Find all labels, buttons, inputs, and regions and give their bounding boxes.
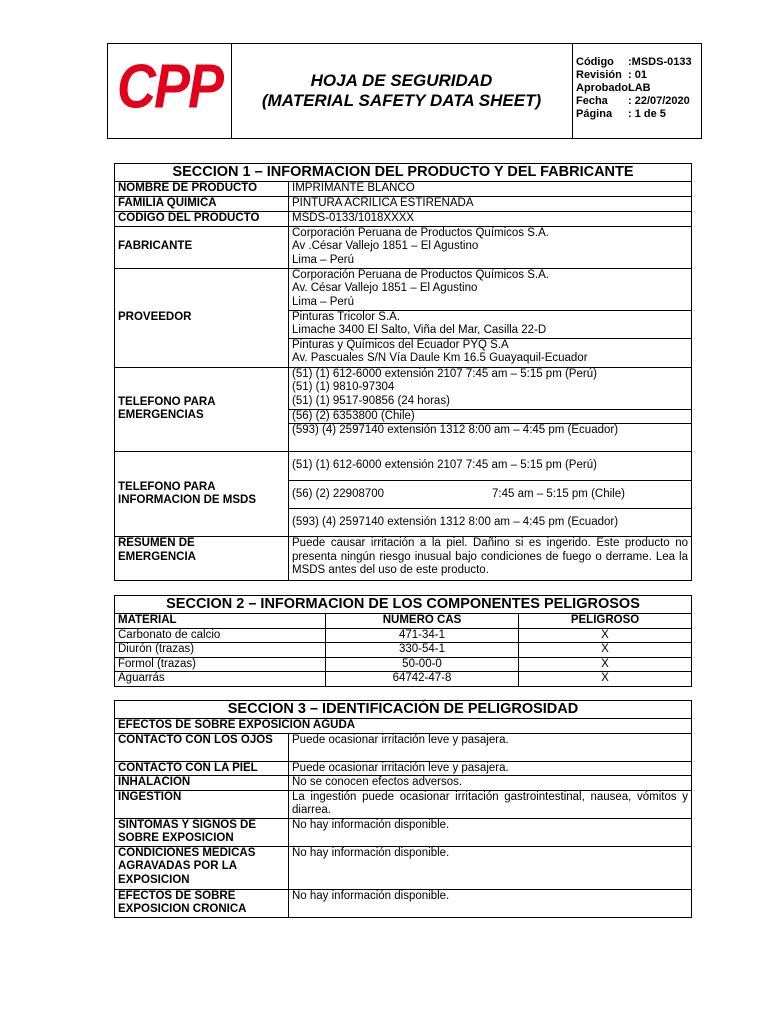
- meta-aprobado: Aprobado:LAB: [576, 82, 651, 94]
- value-resumen: Puede causar irritación a la piel. Dañino si es ingerido. Este producto no presenta ningún riesgo inusual bajo condiciones de fuego o derrame. Lea la MSDS antes del uso de este producto.: [289, 537, 692, 581]
- label-familia: FAMILIA QUIMICA: [115, 196, 289, 211]
- cpp-logo: CPP: [116, 52, 223, 122]
- value-tel-info-1: (51) (1) 612-6000 extensión 2107 7:45 am – 5:15 pm (Perú): [289, 452, 692, 481]
- table-row: Aguarrás 64742-47-8 X: [115, 672, 692, 687]
- document-title: [231, 44, 573, 138]
- label-codigo: CODIGO DEL PRODUCTO: [115, 211, 289, 226]
- meta-fecha: Fecha : 22/07/2020: [576, 95, 690, 107]
- value-fabricante: Corporación Peruana de Productos Químicos S.A. Av .César Vallejo 1851 – El Agustino Lima – Perú: [289, 226, 692, 268]
- document-meta: [572, 44, 702, 138]
- header-material: MATERIAL: [115, 614, 326, 629]
- table-row: Carbonato de calcio 471-34-1 X: [115, 628, 692, 643]
- value-familia: PINTURA ACRILICA ESTIRENADA: [289, 196, 692, 211]
- value-tel-info-3: (593) (4) 2597140 extensión 1312 8:00 am – 4:45 pm (Ecuador): [289, 509, 692, 537]
- meta-pagina: Página : 1 de 5: [576, 108, 666, 120]
- header-numero-cas: NUMERO CAS: [326, 614, 519, 629]
- label-nombre: NOMBRE DE PRODUCTO: [115, 182, 289, 197]
- section3-subheader: EFECTOS DE SOBRE EXPOSICION AGUDA: [115, 719, 692, 734]
- table-row: EFECTOS DE SOBRE EXPOSICION CRONICA No hay información disponible.: [115, 889, 692, 917]
- label-tel-info-msds: TELEFONO PARA INFORMACION DE MSDS: [115, 452, 289, 537]
- label-tel-emergencias: TELEFONO PARA EMERGENCIAS: [115, 367, 289, 452]
- label-fabricante: FABRICANTE: [115, 226, 289, 268]
- value-tel-emergencias-1: (51) (1) 612-6000 extensión 2107 7:45 am – 5:15 pm (Perú) (51) (1) 9810-97304 (51) (1) 9517-90856 (24 horas): [289, 367, 692, 409]
- value-proveedor-3: Pinturas y Químicos del Ecuador PYQ S.A Av. Pascuales S/N Vía Daule Km 16.5 Guayaquil-Ecuador: [289, 338, 692, 367]
- title-line-1: HOJA DE SEGURIDAD: [310, 71, 493, 90]
- value-codigo: MSDS-0133/1018XXXX: [289, 211, 692, 226]
- title-line-2: (MATERIAL SAFETY DATA SHEET): [261, 91, 542, 110]
- section1-title: SECCION 1 – INFORMACION DEL PRODUCTO Y DEL FABRICANTE: [115, 164, 692, 182]
- header-peligroso: PELIGROSO: [519, 614, 692, 629]
- value-nombre: IMPRIMANTE BLANCO: [289, 182, 692, 197]
- value-tel-emergencias-3: (593) (4) 2597140 extensión 1312 8:00 am – 4:45 pm (Ecuador): [289, 424, 692, 452]
- table-row: INHALACION No se conocen efectos adversos.: [115, 776, 692, 791]
- document-header: [107, 43, 702, 139]
- section1-table: [114, 163, 692, 581]
- table-row: INGESTION La ingestión puede ocasionar irritación gastrointestinal, nausea, vómitos y diarrea.: [115, 790, 692, 818]
- table-row: Formol (trazas) 50-00-0 X: [115, 657, 692, 672]
- logo-cell: [108, 44, 232, 138]
- table-row: CONTACTO CON LA PIEL Puede ocasionar irritación leve y pasajera.: [115, 761, 692, 776]
- table-row: SINTOMAS Y SIGNOS DE SOBRE EXPOSICION No hay información disponible.: [115, 818, 692, 846]
- section3-table: [114, 700, 692, 918]
- label-resumen: RESUMEN DE EMERGENCIA: [115, 537, 289, 581]
- meta-revision: Revisión : 01: [576, 69, 647, 81]
- section2-table: [114, 595, 692, 687]
- section2-title: SECCION 2 – INFORMACION DE LOS COMPONENTES PELIGROSOS: [115, 596, 692, 614]
- value-proveedor-2: Pinturas Tricolor S.A. Limache 3400 El Salto, Viña del Mar, Casilla 22-D: [289, 310, 692, 338]
- table-row: CONDICIONES MEDICAS AGRAVADAS POR LA EXPOSICION No hay información disponible.: [115, 846, 692, 889]
- value-tel-emergencias-2: (56) (2) 6353800 (Chile): [289, 409, 692, 424]
- label-proveedor: PROVEEDOR: [115, 268, 289, 367]
- value-tel-info-2: (56) (2) 22908700 7:45 am – 5:15 pm (Chile): [289, 481, 692, 509]
- value-proveedor-1: Corporación Peruana de Productos Químicos S.A. Av. César Vallejo 1851 – El Agustino Lima – Perú: [289, 268, 692, 310]
- section3-title: SECCION 3 – IDENTIFICACIÓN DE PELIGROSIDAD: [115, 701, 692, 719]
- meta-codigo: Código :MSDS-0133: [576, 56, 692, 68]
- table-row: Diurón (trazas) 330-54-1 X: [115, 643, 692, 658]
- table-row: CONTACTO CON LOS OJOS Puede ocasionar irritación leve y pasajera.: [115, 733, 692, 761]
